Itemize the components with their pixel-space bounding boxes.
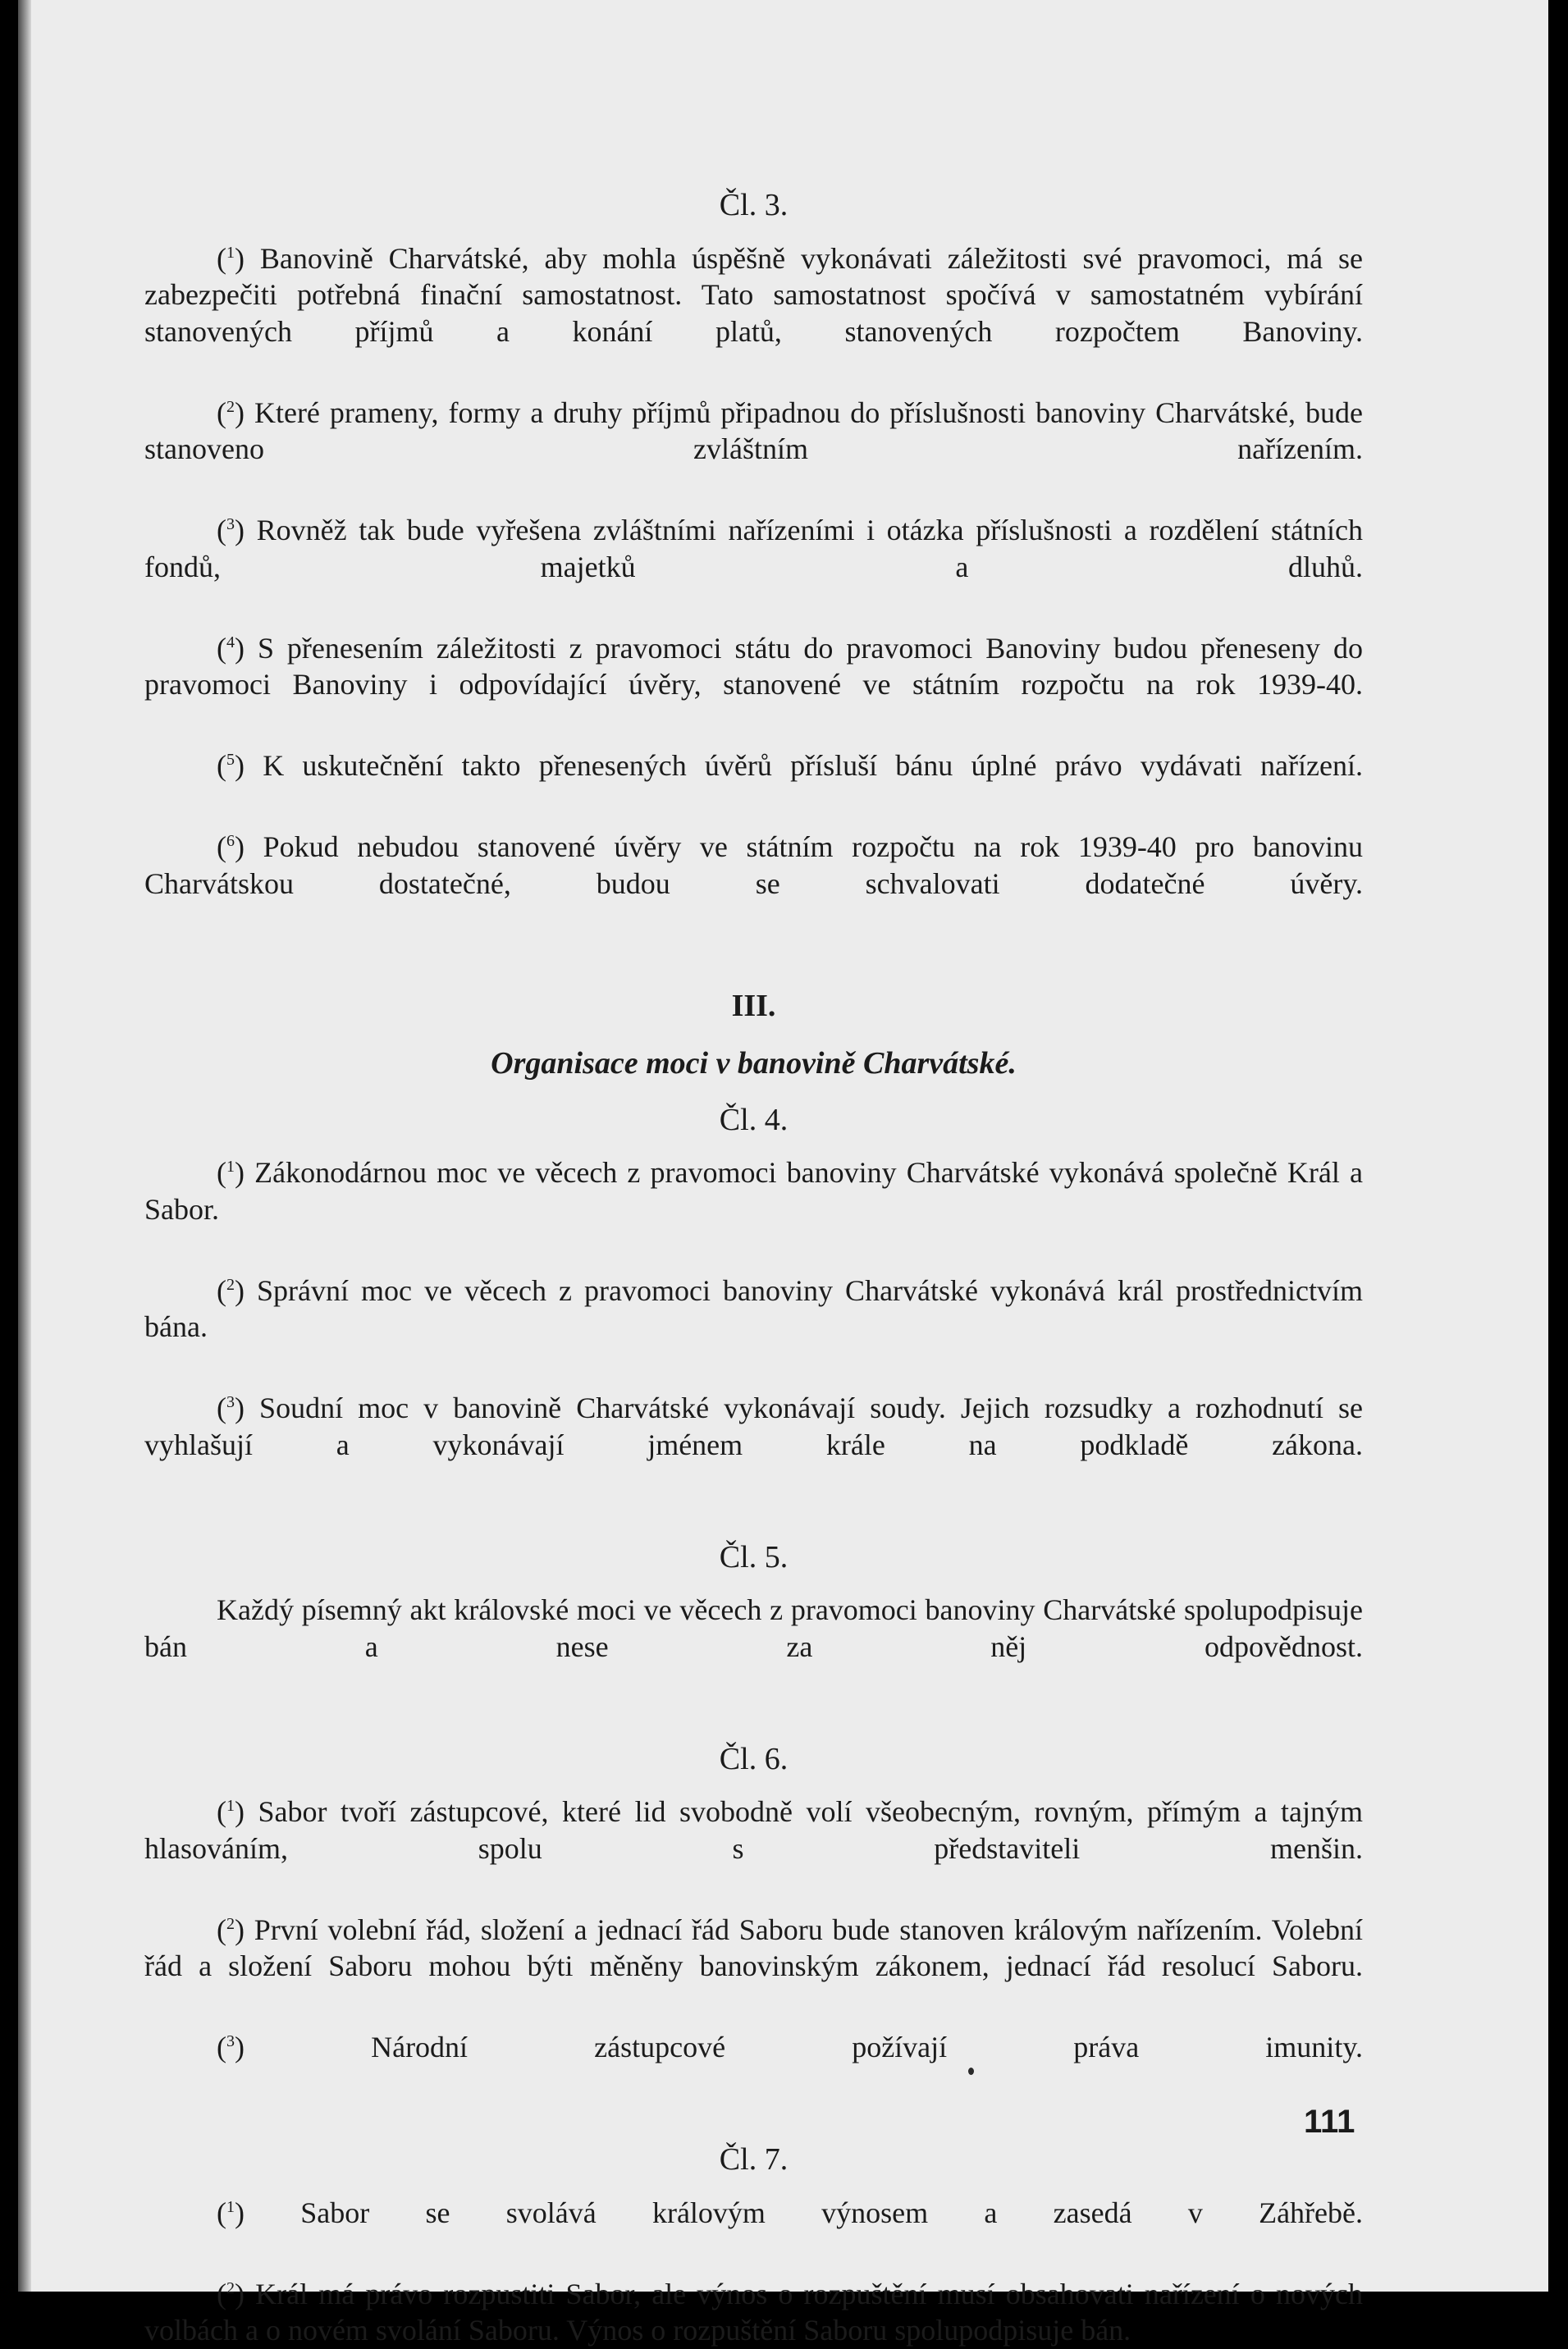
paragraph-text: Banovině Charvátské, aby mohla úspěšně vykonávati záležitosti své pravomoci, má se zabezpečiti potřebná finační samostatnost. Tato samostatnost spočívá v samostatném vybírání stanovených příjmů a konání platů, stanovených rozpočtem Banoviny. bbox=[144, 241, 1363, 348]
paragraph-number: 2 bbox=[226, 2278, 235, 2297]
article-7-heading: Čl. 7. bbox=[719, 2142, 789, 2177]
page-spine-shadow bbox=[18, 0, 31, 2292]
paragraph-text: Sabor tvoří zástupcové, které lid svobodně volí všeobecným, rovným, přímým a tajným hlasováním, spolu s představiteli menšin. bbox=[144, 1795, 1363, 1865]
paragraph-number: 2 bbox=[226, 1275, 235, 1294]
article-4-body bbox=[144, 1154, 1363, 1500]
paragraph: ($^3$) Soudní moc v banovině Charvátské vykonávají soudy. Jejich rozsudky a rozhodnutí se vyhlašují a vykonávají jménem krále na podkladě zákona. bbox=[144, 1392, 1363, 1461]
page-text bbox=[144, 187, 1363, 2349]
paragraph-number: 3 bbox=[226, 515, 235, 533]
paragraph-number: 1 bbox=[226, 2197, 235, 2216]
paragraph-number: 6 bbox=[226, 832, 235, 850]
paragraph: ($^3$) Národní zástupcové požívají práva imunity. bbox=[217, 2031, 1363, 2063]
paragraph: ($^1$) Zákonodárnou moc ve věcech z pravomoci banoviny Charvátské vykonává společně Král a Sabor. bbox=[144, 1156, 1363, 1226]
article-6-heading: Čl. 6. bbox=[719, 1741, 789, 1776]
paragraph: ($^5$) K uskutečnění takto přenesených úvěrů přísluší bánu úplné právo vydávati nařízení. bbox=[217, 749, 1363, 782]
article-5-body bbox=[144, 1592, 1363, 1702]
paragraph-text: První volební řád, složení a jednací řád Saboru bude stanoven královým nařízením. Volební řád a složení Saboru mohou býti měněny banovinským zákonem, jednací řád resolucí Saboru. bbox=[144, 1913, 1363, 1982]
article-7-body bbox=[144, 2195, 1363, 2349]
paragraph-number: 1 bbox=[226, 1797, 235, 1815]
paragraph: ($^1$) Sabor se svolává královým výnosem a zasedá v Záhřebě. bbox=[217, 2196, 1363, 2229]
article-4-heading: Čl. 4. bbox=[719, 1102, 789, 1137]
paragraph: ($^1$) Sabor tvoří zástupcové, které lid svobodně volí všeobecným, rovným, přímým a tajným hlasováním, spolu s představiteli menšin. bbox=[144, 1795, 1363, 1865]
book-page bbox=[18, 0, 1548, 2347]
paragraph-number: 3 bbox=[226, 1393, 235, 1411]
paragraph-text: Sabor se svolává královým výnosem a zasedá v Záhřebě. bbox=[300, 2196, 1363, 2229]
paragraph-number: 1 bbox=[226, 243, 235, 262]
paragraph: ($^2$) Správní moc ve věcech z pravomoci banoviny Charvátské vykonává král prostřednictvím bána. bbox=[144, 1273, 1363, 1343]
paragraph: ($^2$) První volební řád, složení a jednací řád Saboru bude stanoven královým nařízením. Volební řád a složení Saboru mohou býti měněny banovinským zákonem, jednací řád resolucí Saboru. bbox=[144, 1913, 1363, 1982]
paragraph: ($^1$) Banovině Charvátské, aby mohla úspěšně vykonávati záležitosti své pravomoci, má se zabezpečiti potřebná finační samostatnost. Tato samostatnost spočívá v samostatném vybírání stanovených příjmů a konání platů, stanovených rozpočtem Banoviny. bbox=[144, 241, 1363, 348]
part-3-numeral: III. bbox=[731, 988, 776, 1023]
paragraph-number: 2 bbox=[226, 1914, 235, 1933]
paragraph-text: K uskutečnění takto přenesených úvěrů přísluší bánu úplné právo vydávati nařízení. bbox=[263, 749, 1363, 782]
paragraph-text: Zákonodárnou moc ve věcech z pravomoci banoviny Charvátské vykonává společně Král a Sabor. bbox=[144, 1156, 1363, 1226]
paragraph-number: 4 bbox=[226, 633, 235, 651]
article-3-heading: Čl. 3. bbox=[719, 188, 789, 222]
part-3-title: Organisace moci v banovině Charvátské. bbox=[491, 1046, 1017, 1081]
paragraph-text: Národní zástupcové požívají práva imunity. bbox=[371, 2031, 1363, 2063]
ink-speck bbox=[968, 2068, 974, 2075]
paragraph-number: 2 bbox=[226, 397, 235, 416]
paragraph-number: 5 bbox=[226, 751, 235, 769]
paragraph: ($^2$) Král má právo rozpustiti Sabor, ale výnos o rozpuštění musí obsahovati nařízení o nových volbách a o novém svolání Saboru. Výnos o rozpuštění Saboru spolupodpisuje bán. bbox=[144, 2277, 1363, 2347]
paragraph-text: Pokud nebudou stanovené úvěry ve státním rozpočtu na rok 1939-40 pro banovinu Charvátskou dostatečné, budou se schvalovati dodatečné úvěry. bbox=[144, 830, 1363, 900]
paragraph: ($^6$) Pokud nebudou stanovené úvěry ve státním rozpočtu na rok 1939-40 pro banovinu Charvátskou dostatečné, budou se schvalovati dodatečné úvěry. bbox=[144, 830, 1363, 900]
paragraph-text: Které prameny, formy a druhy příjmů připadnou do příslušnosti banoviny Charvátské, bude stanoveno zvláštním nařízením. bbox=[144, 395, 1363, 465]
article-6-body bbox=[144, 1794, 1363, 2102]
paragraph-text: S přenesením záležitosti z pravomoci státu do pravomoci Banoviny budou přeneseny do pravomoci Banoviny i odpovídající úvěry, stanovené ve státním rozpočtu na rok 1939-40. bbox=[144, 631, 1363, 701]
paragraph-text: Rovněž tak bude vyřešena zvláštními nařízeními i otázka příslušnosti a rozdělení státních fondů, majetků a dluhů. bbox=[144, 514, 1363, 583]
paragraph-text: Soudní moc v banovině Charvátské vykonávají soudy. Jejich rozsudky a rozhodnutí se vyhlašují a vykonávají jménem krále na podkladě zákona. bbox=[144, 1392, 1363, 1461]
article-3-body bbox=[144, 240, 1363, 939]
paragraph-number: 3 bbox=[226, 2032, 235, 2050]
article-5-heading: Čl. 5. bbox=[719, 1539, 789, 1574]
paragraph-text: Král má právo rozpustiti Sabor, ale výnos o rozpuštění musí obsahovati nařízení o nových volbách a o novém svolání Saboru. Výnos o rozpuštění Saboru spolupodpisuje bán. bbox=[144, 2277, 1363, 2347]
paragraph-number: 1 bbox=[226, 1158, 235, 1176]
paragraph: ($^2$) Které prameny, formy a druhy příjmů připadnou do příslušnosti banoviny Charvátské, bude stanoveno zvláštním nařízením. bbox=[144, 395, 1363, 465]
paragraph: ($^3$) Rovněž tak bude vyřešena zvláštními nařízeními i otázka příslušnosti a rozdělení státních fondů, majetků a dluhů. bbox=[144, 514, 1363, 583]
page-number: 111 bbox=[1304, 2104, 1355, 2140]
paragraph-text: Každý písemný akt královské moci ve věcech z pravomoci banoviny Charvátské spolupodpisuje bán a nese za něj odpovědnost. bbox=[144, 1593, 1363, 1663]
paragraph: ($^4$) S přenesením záležitosti z pravomoci státu do pravomoci Banoviny budou přeneseny do pravomoci Banoviny i odpovídající úvěry, stanovené ve státním rozpočtu na rok 1939-40. bbox=[144, 631, 1363, 701]
paragraph-text: Správní moc ve věcech z pravomoci banoviny Charvátské vykonává král prostřednictvím bána. bbox=[144, 1273, 1363, 1343]
